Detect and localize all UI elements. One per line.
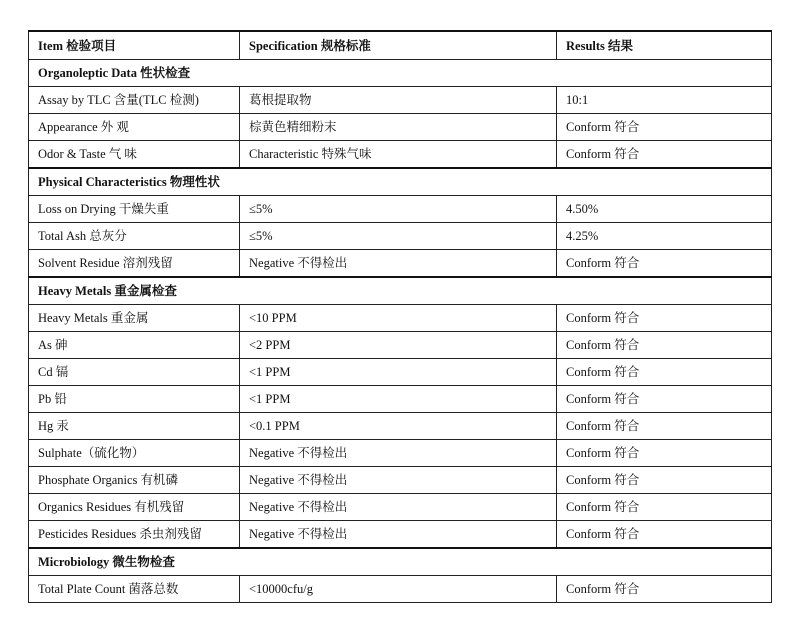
table-header-row (29, 31, 772, 60)
table-row (29, 141, 772, 169)
table-row (29, 305, 772, 332)
item-cell: Phosphate Organics 有机磷 (29, 467, 240, 494)
section-title: Microbiology 微生物检查 (29, 548, 772, 576)
specification-cell: <1 PPM (240, 359, 557, 386)
section-header-row (29, 168, 772, 196)
specification-cell: Negative 不得检出 (240, 440, 557, 467)
specification-cell: Negative 不得检出 (240, 494, 557, 521)
result-cell: Conform 符合 (557, 413, 772, 440)
table-row (29, 386, 772, 413)
result-cell: Conform 符合 (557, 141, 772, 169)
item-cell: Pesticides Residues 杀虫剂残留 (29, 521, 240, 549)
table-row (29, 250, 772, 278)
section-title: Organoleptic Data 性状检查 (29, 60, 772, 87)
item-cell: Assay by TLC 含量(TLC 检测) (29, 87, 240, 114)
specification-cell: Characteristic 特殊气味 (240, 141, 557, 169)
item-cell: As 砷 (29, 332, 240, 359)
specification-cell: 棕黄色精细粉末 (240, 114, 557, 141)
item-cell: Hg 汞 (29, 413, 240, 440)
header-results: Results 结果 (557, 31, 772, 60)
result-cell: Conform 符合 (557, 440, 772, 467)
specification-table (28, 30, 772, 603)
table-row (29, 440, 772, 467)
header-specification: Specification 规格标准 (240, 31, 557, 60)
item-cell: Solvent Residue 溶剂残留 (29, 250, 240, 278)
specification-cell: <10000cfu/g (240, 576, 557, 603)
specification-cell: Negative 不得检出 (240, 467, 557, 494)
table-row (29, 413, 772, 440)
table-row (29, 467, 772, 494)
item-cell: Organics Residues 有机残留 (29, 494, 240, 521)
table-row (29, 87, 772, 114)
specification-cell: ≤5% (240, 196, 557, 223)
result-cell: Conform 符合 (557, 386, 772, 413)
result-cell: 4.25% (557, 223, 772, 250)
specification-cell: 葛根提取物 (240, 87, 557, 114)
result-cell: Conform 符合 (557, 332, 772, 359)
specification-cell: Negative 不得检出 (240, 521, 557, 549)
result-cell: Conform 符合 (557, 521, 772, 549)
table-row (29, 494, 772, 521)
table-row (29, 576, 772, 603)
item-cell: Sulphate（硫化物） (29, 440, 240, 467)
item-cell: Pb 铅 (29, 386, 240, 413)
result-cell: Conform 符合 (557, 250, 772, 278)
table-row (29, 521, 772, 549)
section-title: Heavy Metals 重金属检查 (29, 277, 772, 305)
result-cell: Conform 符合 (557, 494, 772, 521)
item-cell: Odor & Taste 气 味 (29, 141, 240, 169)
result-cell: Conform 符合 (557, 305, 772, 332)
item-cell: Cd 镉 (29, 359, 240, 386)
item-cell: Appearance 外 观 (29, 114, 240, 141)
table-row (29, 114, 772, 141)
specification-cell: <0.1 PPM (240, 413, 557, 440)
specification-cell: ≤5% (240, 223, 557, 250)
section-header-row (29, 60, 772, 87)
header-item: Item 检验项目 (29, 31, 240, 60)
result-cell: Conform 符合 (557, 114, 772, 141)
table-row (29, 359, 772, 386)
section-title: Physical Characteristics 物理性状 (29, 168, 772, 196)
specification-cell: <10 PPM (240, 305, 557, 332)
result-cell: 10:1 (557, 87, 772, 114)
item-cell: Loss on Drying 干燥失重 (29, 196, 240, 223)
result-cell: Conform 符合 (557, 576, 772, 603)
item-cell: Total Ash 总灰分 (29, 223, 240, 250)
table-row (29, 223, 772, 250)
result-cell: Conform 符合 (557, 467, 772, 494)
result-cell: Conform 符合 (557, 359, 772, 386)
specification-cell: Negative 不得检出 (240, 250, 557, 278)
result-cell: 4.50% (557, 196, 772, 223)
specification-cell: <2 PPM (240, 332, 557, 359)
item-cell: Heavy Metals 重金属 (29, 305, 240, 332)
section-header-row (29, 277, 772, 305)
table-row (29, 332, 772, 359)
section-header-row (29, 548, 772, 576)
item-cell: Total Plate Count 菌落总数 (29, 576, 240, 603)
specification-cell: <1 PPM (240, 386, 557, 413)
table-row (29, 196, 772, 223)
